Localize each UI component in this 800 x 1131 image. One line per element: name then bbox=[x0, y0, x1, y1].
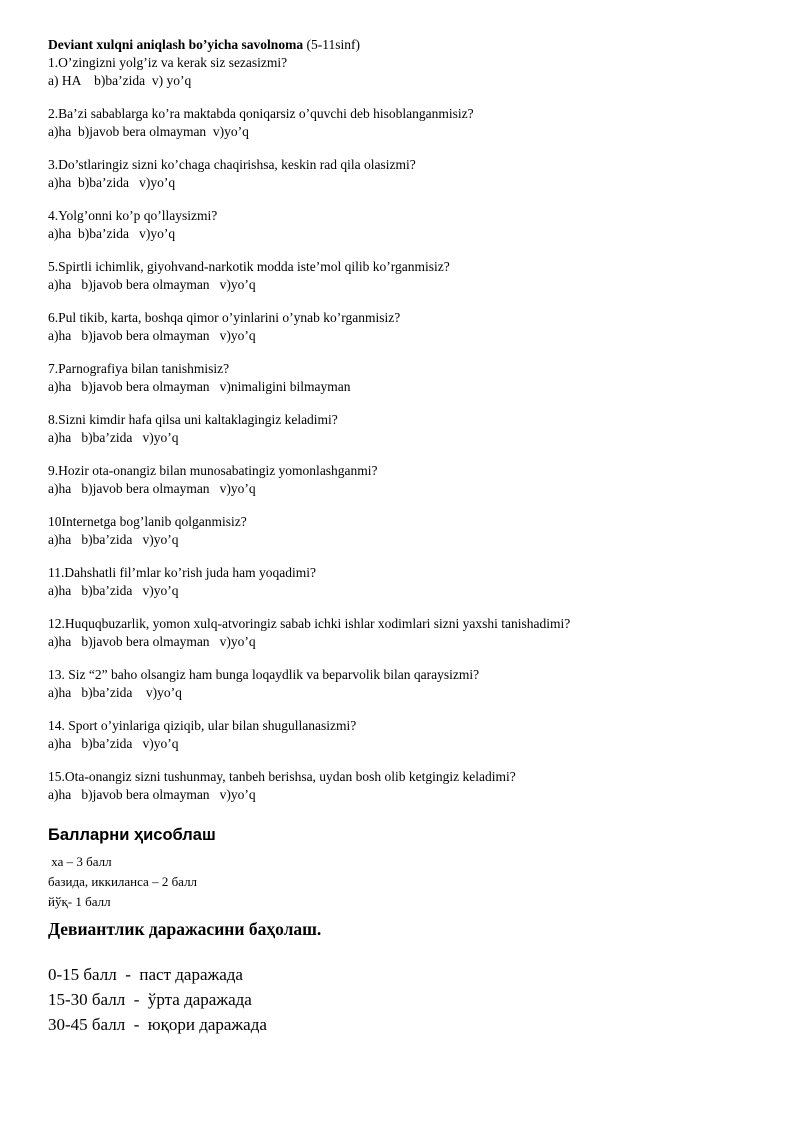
question-item bbox=[48, 768, 768, 804]
question-text: 14. Sport o’yinlariga qiziqib, ular bilan shugullanasizmi? bbox=[48, 718, 357, 733]
question-item bbox=[48, 258, 768, 294]
question-text: 2.Ba’zi sabablarga ko’ra maktabda qoniqarsiz o’quvchi deb hisoblanganmisiz? bbox=[48, 106, 474, 121]
question-text: 1.O’zingizni yolg’iz va kerak siz sezasizmi? bbox=[48, 55, 288, 70]
score-line: базида, иккиланса – 2 балл bbox=[48, 874, 198, 889]
assessment-levels bbox=[48, 962, 768, 1037]
title-suffix: (5-11sinf) bbox=[303, 37, 360, 52]
question-item bbox=[48, 309, 768, 345]
score-line: ха – 3 балл bbox=[48, 854, 112, 869]
title-bold: Deviant xulqni aniqlash bo’yicha savolnoma bbox=[48, 37, 304, 52]
document-page bbox=[48, 36, 768, 1037]
question-item bbox=[48, 513, 768, 549]
question-list bbox=[48, 54, 768, 804]
question-text: 5.Spirtli ichimlik, giyohvand-narkotik modda iste’mol qilib ko’rganmisiz? bbox=[48, 259, 450, 274]
question-text: 10Internetga bog’lanib qolganmisiz? bbox=[48, 514, 247, 529]
document-title bbox=[48, 36, 768, 54]
answer-options: a)ha b)javob bera olmayman v)yo’q bbox=[48, 328, 256, 343]
question-item bbox=[48, 105, 768, 141]
question-item bbox=[48, 615, 768, 651]
question-item bbox=[48, 462, 768, 498]
question-item bbox=[48, 54, 768, 90]
answer-options: a)ha b)ba’zida v)yo’q bbox=[48, 226, 176, 241]
scoring-list bbox=[48, 852, 768, 912]
answer-options: a)ha b)javob bera olmayman v)nimaligini bilmayman bbox=[48, 379, 351, 394]
question-item bbox=[48, 564, 768, 600]
answer-options: a) HA b)ba’zida v) yo’q bbox=[48, 73, 192, 88]
question-text: 8.Sizni kimdir hafa qilsa uni kaltaklagingiz keladimi? bbox=[48, 412, 338, 427]
question-item bbox=[48, 207, 768, 243]
answer-options: a)ha b)ba’zida v)yo’q bbox=[48, 583, 179, 598]
question-text: 13. Siz “2” baho olsangiz ham bunga loqaydlik va beparvolik bilan qaraysizmi? bbox=[48, 667, 480, 682]
question-text: 3.Do’stlaringiz sizni ko’chaga chaqirishsa, keskin rad qila olasizmi? bbox=[48, 157, 416, 172]
answer-options: a)ha b)javob bera olmayman v)yo’q bbox=[48, 277, 256, 292]
answer-options: a)ha b)javob bera olmayman v)yo’q bbox=[48, 634, 256, 649]
question-text: 4.Yolg’onni ko’p qo’llaysizmi? bbox=[48, 208, 218, 223]
answer-options: a)ha b)ba’zida v)yo’q bbox=[48, 736, 179, 751]
answer-options: a)ha b)javob bera olmayman v)yo’q bbox=[48, 787, 256, 802]
question-text: 7.Parnografiya bilan tanishmisiz? bbox=[48, 361, 230, 376]
question-item bbox=[48, 411, 768, 447]
assessment-heading: Девиантлик даражасини баҳолаш. bbox=[48, 919, 322, 939]
score-line: йўқ- 1 балл bbox=[48, 894, 111, 909]
question-text: 6.Pul tikib, karta, boshqa qimor o’yinlarini o’ynab ko’rganmisiz? bbox=[48, 310, 401, 325]
level-line: 30-45 балл - юқори даражада bbox=[48, 1015, 267, 1034]
question-text: 11.Dahshatli fil’mlar ko’rish juda ham yoqadimi? bbox=[48, 565, 316, 580]
answer-options: a)ha b)javob bera olmayman v)yo’q bbox=[48, 481, 256, 496]
answer-options: a)ha b)ba’zida v)yo’q bbox=[48, 685, 182, 700]
question-item bbox=[48, 360, 768, 396]
question-item bbox=[48, 666, 768, 702]
answer-options: a)ha b)ba’zida v)yo’q bbox=[48, 430, 179, 445]
question-text: 15.Ota-onangiz sizni tushunmay, tanbeh berishsa, uydan bosh olib ketgingiz keladimi? bbox=[48, 769, 516, 784]
level-line: 15-30 балл - ўрта даражада bbox=[48, 990, 252, 1009]
question-item bbox=[48, 717, 768, 753]
question-text: 9.Hozir ota-onangiz bilan munosabatingiz yomonlashganmi? bbox=[48, 463, 378, 478]
question-item bbox=[48, 156, 768, 192]
answer-options: a)ha b)ba’zida v)yo’q bbox=[48, 175, 176, 190]
answer-options: a)ha b)ba’zida v)yo’q bbox=[48, 532, 179, 547]
scoring-heading: Балларни ҳисоблаш bbox=[48, 826, 216, 844]
question-text: 12.Huquqbuzarlik, yomon xulq-atvoringiz sabab ichki ishlar xodimlari sizni yaxshi tanishadimi? bbox=[48, 616, 571, 631]
answer-options: a)ha b)javob bera olmayman v)yo’q bbox=[48, 124, 249, 139]
level-line: 0-15 балл - паст даражада bbox=[48, 965, 243, 984]
